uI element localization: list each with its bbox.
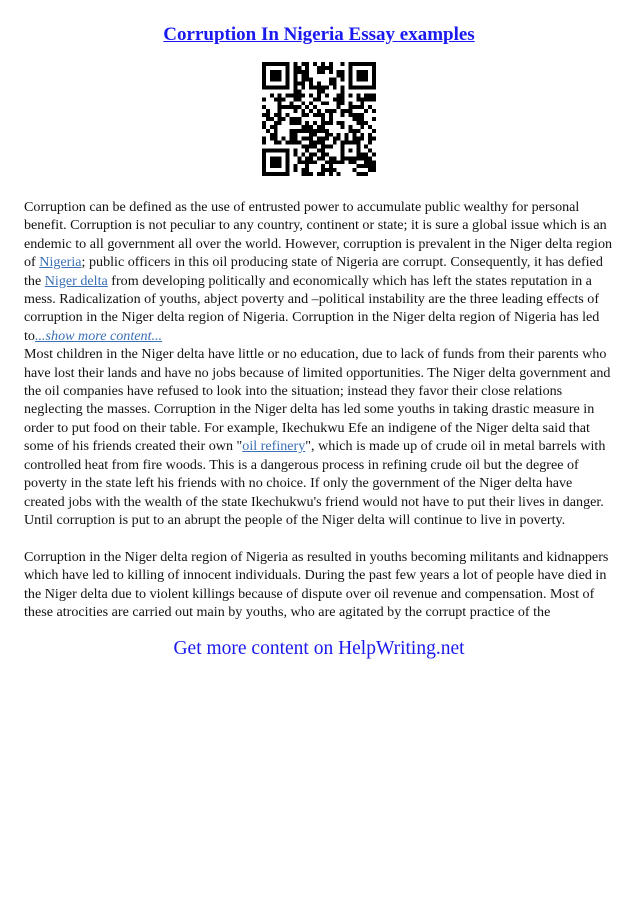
paragraph-3: Corruption in the Niger delta region of Nigeria as resulted in youths becoming militants and kidnappers which have led to killing of innocent individuals. During the past few years a lot of people have died in the Niger delta due to violent killings because of dispute over oil revenue and compensation. Most of these atrocities are carried out main by youths, who are agitated by the corrupt practice of the xyxy=(24,548,609,620)
qr-code-icon xyxy=(262,62,376,176)
niger-delta-link[interactable]: Niger delta xyxy=(44,272,108,289)
show-more-link[interactable]: ...show more content... xyxy=(34,327,163,344)
nigeria-link[interactable]: Nigeria xyxy=(39,254,82,271)
helpwriting-link[interactable]: Get more content on HelpWriting.net xyxy=(173,638,465,659)
paragraph-2: Most children in the Niger delta have little or no education, due to lack of funds from their parents who have lost their lands and have no jobs because of limited opportunities. The Niger delta government and the oil companies have refused to look into the situation; instead they favor their close relations neglecting the masses. Corruption in the Niger delta has led some youths in taking drastic measure in order to put food on their table. For example, Ikechukwu Efe an indigene of the Niger delta said that some of his friends created their own "oil refinery", which is made up of crude oil in metal barrels with controlled heat from fire woods. This is a dangerous process in refining crude oil but the degree of poverty in the state left his friends with no choice. If only the government of the Niger delta have created jobs with the wealth of the state Ikechukwu's friend would not have to put their lives in danger. Until corruption is put to an abrupt the people of the Niger delta will continue to live in poverty. xyxy=(24,346,611,528)
oil-refinery-link[interactable]: oil refinery xyxy=(242,438,306,455)
title-link[interactable]: Corruption In Nigeria Essay examples xyxy=(163,24,475,45)
page-title xyxy=(0,24,638,46)
cta-banner xyxy=(0,637,638,661)
essay-body xyxy=(24,198,614,621)
paragraph-1: Corruption can be defined as the use of entrusted power to accumulate public wealthy for personal benefit. Corruption is not peculiar to any country, continent or state; it is sure a global issue which is an endemic to all government all over the world. However, corruption is prevalent in the Niger delta region of Nigeria; public officers in this oil producing state of Nigeria are corrupt. Consequently, it has defied the Niger delta from developing politically and economically which has left the states reputation in a mess. Radicalization of youths, abject poverty and –political instability are the three leading effects of corruption in the Niger delta region of Nigeria. Corruption in the Niger delta region of Nigeria has led to...show more content... xyxy=(24,199,613,344)
